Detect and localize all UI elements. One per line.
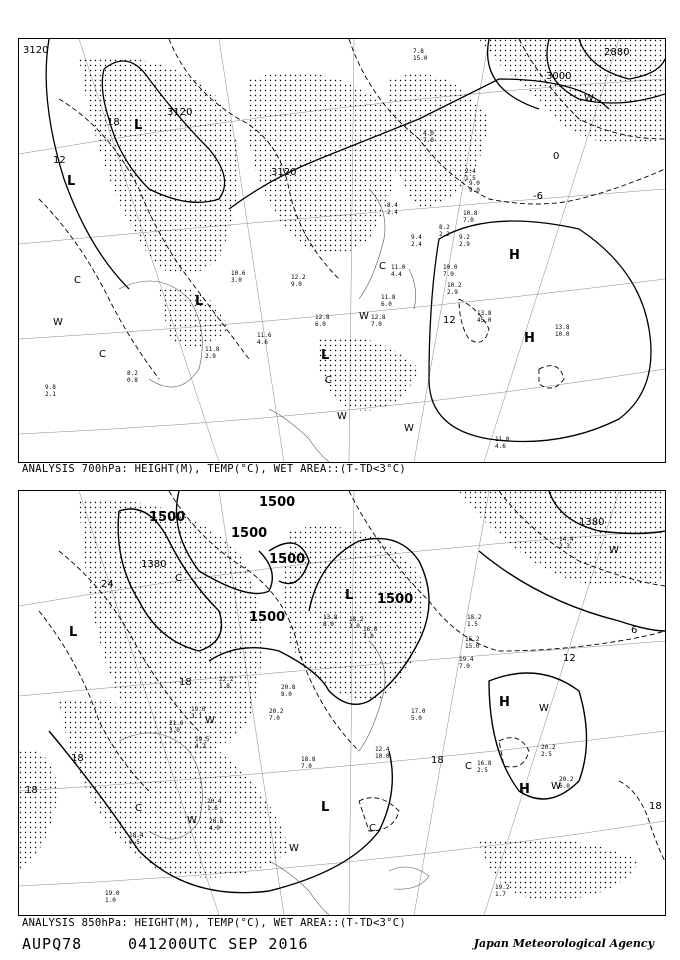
station-plot [291, 274, 306, 288]
svg-text:7.0: 7.0 [463, 217, 474, 224]
svg-text:4.0: 4.0 [209, 825, 220, 832]
svg-text:1.7: 1.7 [495, 891, 506, 898]
center-low: L [321, 348, 330, 363]
height-label: 1500 [259, 495, 296, 510]
svg-text:2.9: 2.9 [205, 353, 216, 360]
station-plot [411, 708, 426, 722]
center-cold: C [99, 349, 106, 360]
svg-text:8.2: 8.2 [439, 224, 450, 231]
svg-text:2.3: 2.3 [559, 543, 570, 550]
center-high: H [519, 782, 530, 797]
svg-text:2.9: 2.9 [459, 241, 470, 248]
center-warm: W [404, 423, 414, 434]
station-plot [541, 744, 556, 758]
center-high: H [509, 248, 520, 263]
valid-time: 041200UTC SEP 2016 [128, 935, 309, 953]
temp-label: 6 [631, 625, 638, 636]
svg-text:4.6: 4.6 [257, 339, 268, 346]
height-label: 1380 [579, 517, 605, 528]
svg-text:7.0: 7.0 [423, 137, 434, 144]
temp-label: 18 [25, 785, 38, 796]
svg-text:18.4: 18.4 [129, 832, 144, 839]
svg-text:7.0: 7.0 [269, 715, 280, 722]
station-plot [413, 48, 428, 62]
svg-text:14.4: 14.4 [559, 536, 574, 543]
svg-text:12.8: 12.8 [315, 314, 330, 321]
center-cold: C [74, 275, 81, 286]
svg-text:7.0: 7.0 [363, 633, 374, 640]
station-plot [423, 130, 434, 144]
center-high: H [499, 695, 510, 710]
station-plot [387, 202, 398, 216]
temp-label: 12 [563, 653, 576, 664]
svg-text:10.6: 10.6 [231, 270, 246, 277]
temp-label: 0 [553, 151, 560, 162]
wet-areas [79, 39, 665, 411]
height-label: 3120 [23, 45, 49, 56]
svg-text:9.8: 9.8 [45, 384, 56, 391]
station-plot [371, 314, 386, 328]
svg-text:3.0: 3.0 [349, 623, 360, 630]
station-plot [315, 314, 330, 328]
svg-text:9.0: 9.0 [291, 281, 302, 288]
svg-text:13.8: 13.8 [555, 324, 570, 331]
height-label: 1500 [249, 610, 286, 625]
svg-text:8.0: 8.0 [281, 691, 292, 698]
svg-text:16.8: 16.8 [477, 760, 492, 767]
station-plot [465, 636, 480, 650]
height-label: 2880 [604, 47, 630, 58]
height-label: 3000 [546, 71, 572, 82]
svg-text:0.8: 0.8 [127, 377, 138, 384]
temp-label: 12 [443, 315, 456, 326]
svg-text:8.0: 8.0 [323, 621, 334, 628]
center-low: L [69, 625, 78, 640]
svg-text:3.1: 3.1 [191, 713, 202, 720]
temp-label: 18 [71, 753, 84, 764]
temp-label: -6 [533, 191, 543, 202]
svg-text:20.2: 20.2 [559, 776, 574, 783]
svg-text:8.2: 8.2 [127, 370, 138, 377]
svg-text:8.4: 8.4 [387, 202, 398, 209]
center-low: L [345, 588, 354, 603]
svg-text:7.0: 7.0 [301, 763, 312, 770]
station-plot [45, 384, 56, 398]
station-plot [443, 264, 458, 278]
center-cold: C [465, 761, 472, 772]
svg-text:21.0: 21.0 [169, 720, 184, 727]
svg-text:6.0: 6.0 [559, 783, 570, 790]
station-plot [281, 684, 296, 698]
svg-text:7.0: 7.0 [371, 321, 382, 328]
center-warm: W [337, 411, 347, 422]
agency-name: Japan Meteorological Agency [473, 937, 654, 950]
svg-text:4.2: 4.2 [195, 743, 206, 750]
center-warm: W [187, 815, 197, 826]
temp-label: 12 [53, 155, 66, 166]
svg-text:4.4: 4.4 [391, 271, 402, 278]
height-label: 1500 [149, 510, 186, 525]
station-plot [459, 656, 474, 670]
svg-text:6.0: 6.0 [381, 301, 392, 308]
station-plot [495, 436, 510, 450]
station-plot [231, 270, 246, 284]
svg-text:19.2: 19.2 [495, 884, 510, 891]
svg-text:3.0: 3.0 [231, 277, 242, 284]
station-plot [477, 310, 492, 324]
map-panel-850hpa [18, 490, 666, 916]
height-label: 3120 [167, 107, 193, 118]
station-plot [439, 224, 450, 238]
svg-text:9.2: 9.2 [459, 234, 470, 241]
svg-text:9.0: 9.0 [469, 180, 480, 187]
svg-text:45.0: 45.0 [477, 317, 492, 324]
svg-text:20.4: 20.4 [207, 798, 222, 805]
svg-text:11.6: 11.6 [257, 332, 272, 339]
station-plot [447, 282, 462, 296]
svg-text:19.0: 19.0 [191, 706, 206, 713]
svg-text:22.2: 22.2 [219, 676, 234, 683]
height-label: 1380 [141, 559, 167, 570]
svg-text:1.8: 1.8 [219, 683, 230, 690]
svg-text:7.0: 7.0 [459, 663, 470, 670]
svg-text:19.5: 19.5 [195, 736, 210, 743]
svg-text:11.8: 11.8 [205, 346, 220, 353]
svg-text:20.2: 20.2 [541, 744, 556, 751]
center-high: H [524, 331, 535, 346]
svg-text:5.0: 5.0 [411, 715, 422, 722]
center-cold: C [175, 573, 182, 584]
station-plot [467, 614, 482, 628]
svg-text:2.1: 2.1 [45, 391, 56, 398]
svg-text:4.0: 4.0 [423, 130, 434, 137]
svg-text:10.0: 10.0 [375, 753, 390, 760]
svg-text:2.2: 2.2 [439, 231, 450, 238]
station-plot [411, 234, 422, 248]
svg-text:11.8: 11.8 [381, 294, 396, 301]
svg-text:2.5: 2.5 [541, 751, 552, 758]
temp-label: 24 [101, 579, 114, 590]
station-plot [391, 264, 406, 278]
panel-850-caption: ANALYSIS 850hPa: HEIGHT(M), TEMP(°C), WET AREA::(T-TD<3°C) [22, 917, 407, 929]
panel-700-caption: ANALYSIS 700hPa: HEIGHT(M), TEMP(°C), WET AREA::(T-TD<3°C) [22, 463, 407, 475]
svg-text:15.0: 15.0 [465, 643, 480, 650]
svg-text:1.5: 1.5 [467, 621, 478, 628]
svg-text:7.8: 7.8 [413, 48, 424, 55]
station-plot [257, 332, 272, 346]
center-warm: W [551, 781, 561, 792]
station-plot [463, 210, 478, 224]
center-cold: C [369, 823, 376, 834]
svg-text:2.4: 2.4 [465, 168, 476, 175]
station-plot [127, 370, 138, 384]
temp-label: 18 [649, 801, 662, 812]
temp-label: 18 [431, 755, 444, 766]
center-low: L [321, 800, 330, 815]
center-low: L [134, 118, 143, 133]
svg-text:17.0: 17.0 [411, 708, 426, 715]
svg-text:10.0: 10.0 [443, 264, 458, 271]
station-plot [477, 760, 492, 774]
center-warm: W [359, 311, 369, 322]
svg-text:7.0: 7.0 [443, 271, 454, 278]
map-850hpa-graphic [19, 491, 665, 915]
svg-text:11.0: 11.0 [391, 264, 406, 271]
svg-text:20.8: 20.8 [281, 684, 296, 691]
height-label: 3120 [271, 167, 297, 178]
station-plot [555, 324, 570, 338]
station-plot [459, 234, 470, 248]
center-warm: W [539, 703, 549, 714]
svg-text:10.0: 10.0 [555, 331, 570, 338]
svg-text:12.8: 12.8 [371, 314, 386, 321]
station-plot [469, 180, 480, 194]
height-label: 1500 [269, 552, 306, 567]
center-warm: W [609, 545, 619, 556]
map-panel-700hpa [18, 38, 666, 463]
center-cold: C [325, 375, 332, 386]
center-cold: C [379, 261, 386, 272]
station-plot [495, 884, 510, 898]
station-plot [205, 346, 220, 360]
height-label: 1500 [377, 592, 414, 607]
svg-text:12.2: 12.2 [291, 274, 306, 281]
svg-text:9.0: 9.0 [469, 187, 480, 194]
svg-text:6.0: 6.0 [315, 321, 326, 328]
center-low: L [195, 294, 204, 309]
svg-text:12.4: 12.4 [375, 746, 390, 753]
svg-text:18.2: 18.2 [349, 616, 364, 623]
svg-text:18.2: 18.2 [467, 614, 482, 621]
svg-text:19.0: 19.0 [105, 890, 120, 897]
svg-text:16.0: 16.0 [363, 626, 378, 633]
station-plot [375, 746, 390, 760]
center-warm: W [53, 317, 63, 328]
center-low: L [67, 174, 76, 189]
svg-text:10.8: 10.8 [463, 210, 478, 217]
svg-text:2.5: 2.5 [477, 767, 488, 774]
station-plot [381, 294, 396, 308]
station-plot [269, 708, 284, 722]
temp-label: 18 [179, 677, 192, 688]
svg-text:11.0: 11.0 [495, 436, 510, 443]
svg-text:2.9: 2.9 [447, 289, 458, 296]
svg-text:0.5: 0.5 [129, 839, 140, 846]
svg-text:1.0: 1.0 [105, 897, 116, 904]
svg-text:1.5: 1.5 [465, 175, 476, 182]
svg-text:10.2: 10.2 [447, 282, 462, 289]
map-700hpa-graphic [19, 39, 665, 462]
svg-text:3.0: 3.0 [169, 727, 180, 734]
svg-text:19.4: 19.4 [459, 656, 474, 663]
station-plot [301, 756, 316, 770]
center-warm: W [205, 715, 215, 726]
svg-text:18.8: 18.8 [301, 756, 316, 763]
svg-text:16.2: 16.2 [465, 636, 480, 643]
svg-text:2.4: 2.4 [387, 209, 398, 216]
temp-label: 18 [107, 117, 120, 128]
svg-text:13.8: 13.8 [323, 614, 338, 621]
svg-text:20.6: 20.6 [209, 818, 224, 825]
svg-text:9.4: 9.4 [411, 234, 422, 241]
svg-text:20.2: 20.2 [269, 708, 284, 715]
center-warm: W [289, 843, 299, 854]
station-plot [105, 890, 120, 904]
svg-text:4.6: 4.6 [495, 443, 506, 450]
svg-text:2.4: 2.4 [411, 241, 422, 248]
svg-text:1.6: 1.6 [207, 805, 218, 812]
center-warm: W [584, 93, 594, 104]
height-label: 1500 [231, 526, 268, 541]
svg-text:15.0: 15.0 [413, 55, 428, 62]
chart-code: AUPQ78 [22, 935, 83, 953]
center-cold: C [135, 803, 142, 814]
svg-text:13.8: 13.8 [477, 310, 492, 317]
